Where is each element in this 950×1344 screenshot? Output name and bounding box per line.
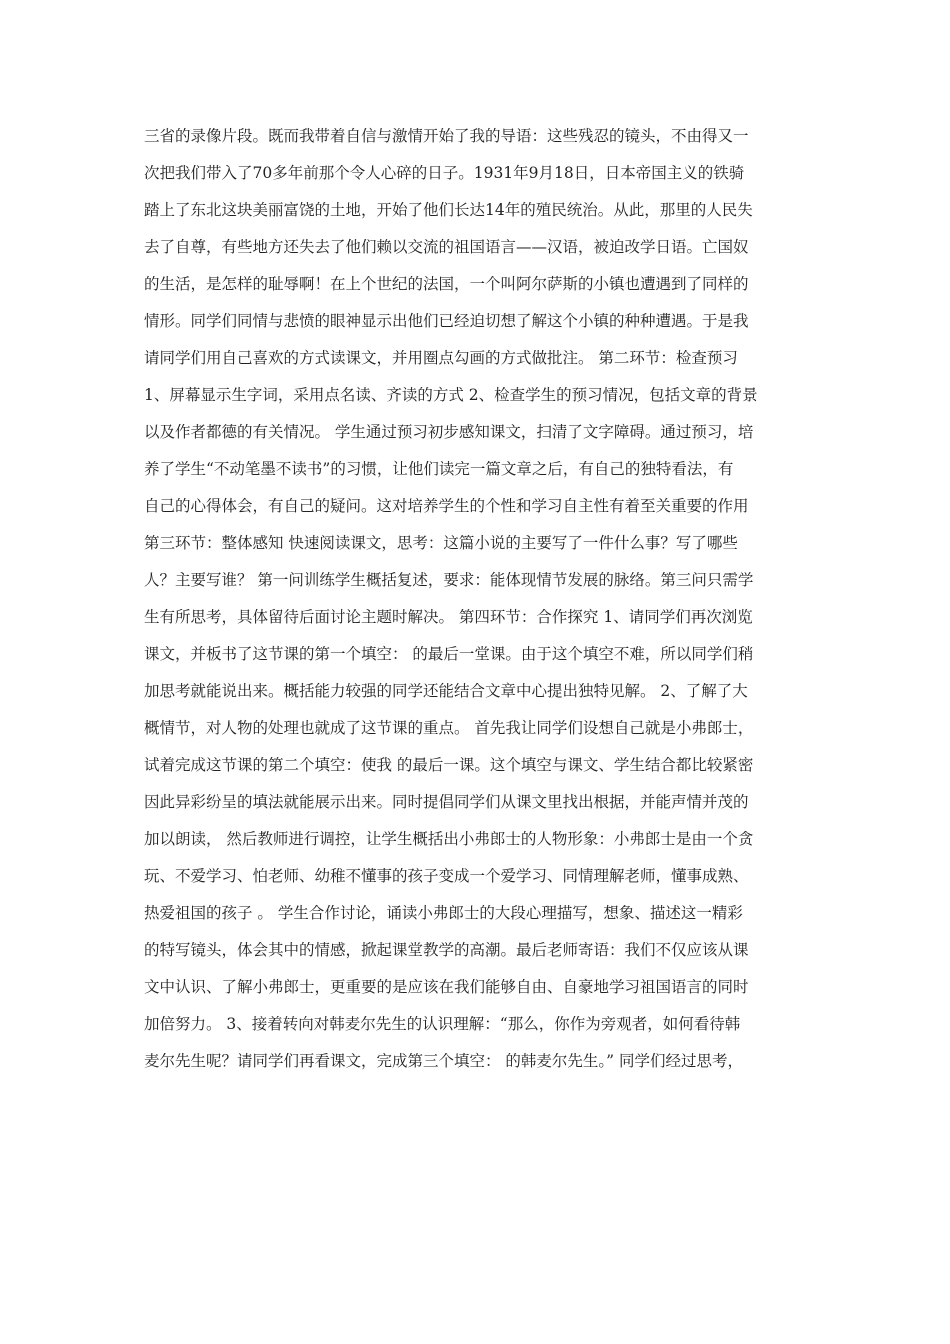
text-line: 人？主要写谁？ 第一问训练学生概括复述，要求：能体现情节发展的脉络。第三问只需学 (144, 571, 754, 589)
text-line: 加以朗读， 然后教师进行调控，让学生概括出小弗郎士的人物形象：小弗郎士是由一个贪 (144, 830, 754, 848)
text-line: 加倍努力。 3、接着转向对韩麦尔先生的认识理解：“那么，你作为旁观者，如何看待韩 (144, 1015, 741, 1033)
text-line: 加思考就能说出来。概括能力较强的同学还能结合文章中心提出独特见解。 2、了解了大 (144, 682, 748, 700)
text-line: 热爱祖国的孩子 。 学生合作讨论，诵读小弗郎士的大段心理描写，想象、描述这一精彩 (144, 904, 743, 922)
text-line: 生有所思考，具体留待后面讨论主题时解决。 第四环节：合作探究 1、请同学们再次浏览 (144, 608, 753, 626)
text-line: 养了学生“不动笔墨不读书”的习惯，让他们读完一篇文章之后，有自己的独特看法，有 (144, 460, 734, 478)
text-line: 去了自尊，有些地方还失去了他们赖以交流的祖国语言——汉语，被迫改学日语。亡国奴 (144, 238, 749, 256)
text-line: 麦尔先生呢？请同学们再看课文，完成第三个填空： 的韩麦尔先生。” 同学们经过思考， (144, 1052, 744, 1070)
text-line: 请同学们用自己喜欢的方式读课文，并用圈点勾画的方式做批注。 第二环节：检查预习 (144, 349, 738, 367)
text-line: 踏上了东北这块美丽富饶的土地，开始了他们长达14年的殖民统治。从此，那里的人民失 (144, 201, 753, 219)
text-line: 三省的录像片段。既而我带着自信与激情开始了我的导语：这些残忍的镜头，不由得又一 (144, 127, 749, 145)
text-line: 概情节，对人物的处理也就成了这节课的重点。 首先我让同学们设想自己就是小弗郎士， (144, 719, 754, 737)
text-line: 课文，并板书了这节课的第一个填空： 的最后一堂课。由于这个填空不难，所以同学们稍 (144, 645, 754, 663)
body-text (144, 118, 816, 1080)
text-line: 第三环节：整体感知 快速阅读课文，思考：这篇小说的主要写了一件什么事？写了哪些 (144, 534, 738, 552)
text-line: 以及作者都德的有关情况。 学生通过预习初步感知课文，扫清了文字障碍。通过预习，培 (144, 423, 754, 441)
text-line: 1、屏幕显示生字词，采用点名读、齐读的方式 2、检查学生的预习情况，包括文章的背景 (144, 386, 758, 404)
text-line: 文中认识、了解小弗郎士，更重要的是应该在我们能够自由、自豪地学习祖国语言的同时 (144, 978, 749, 996)
text-line: 的特写镜头，体会其中的情感，掀起课堂教学的高潮。最后老师寄语：我们不仅应该从课 (144, 941, 749, 959)
text-line: 自己的心得体会，有自己的疑问。这对培养学生的个性和学习自主性有着至关重要的作用 (144, 497, 749, 515)
text-line: 试着完成这节课的第二个填空：使我 的最后一课。这个填空与课文、学生结合都比较紧密 (144, 756, 754, 774)
text-line: 次把我们带入了70多年前那个令人心碎的日子。1931年9月18日，日本帝国主义的铁骑 (144, 164, 745, 182)
text-line: 玩、不爱学习、怕老师、幼稚不懂事的孩子变成一个爱学习、同情理解老师，懂事成熟、 (144, 867, 749, 885)
text-line: 情形。同学们同情与悲愤的眼神显示出他们已经迫切想了解这个小镇的种种遭遇。于是我 (144, 312, 749, 330)
text-line: 的生活，是怎样的耻辱啊！在上个世纪的法国，一个叫阿尔萨斯的小镇也遭遇到了同样的 (144, 275, 749, 293)
text-line: 因此异彩纷呈的填法就能展示出来。同时提倡同学们从课文里找出根据，并能声情并茂的 (144, 793, 749, 811)
